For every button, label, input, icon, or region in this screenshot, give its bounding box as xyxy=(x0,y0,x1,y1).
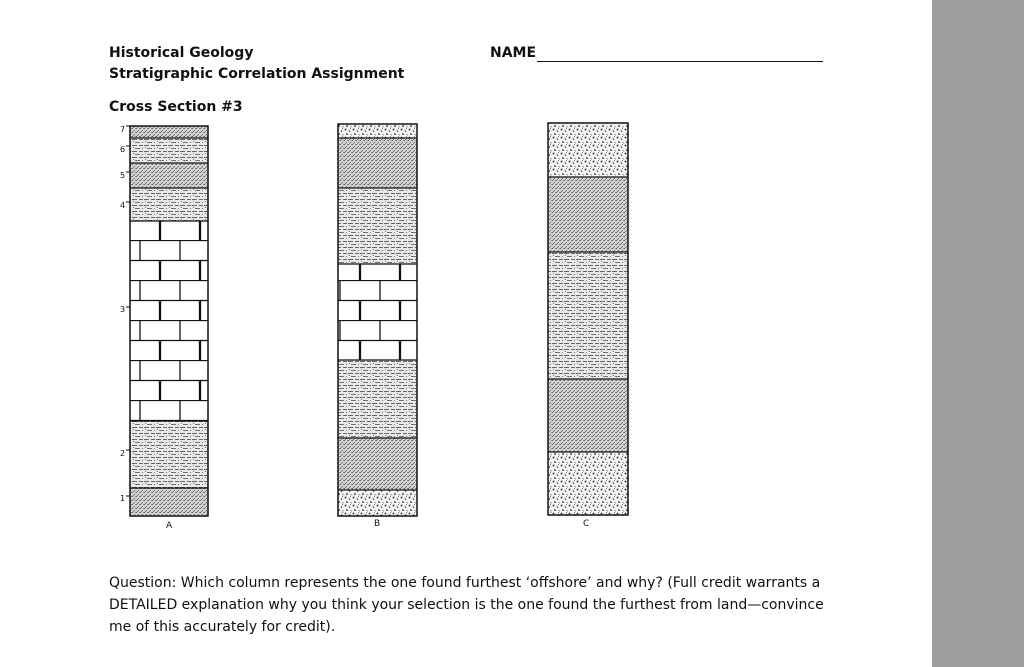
column-a-layer-shale xyxy=(130,163,208,188)
viewer-gutter xyxy=(932,0,1024,667)
column-c-layer-shale xyxy=(548,177,628,252)
column-b-layer-siltstone xyxy=(338,188,417,264)
column-a xyxy=(126,126,208,516)
column-c xyxy=(548,123,628,515)
column-a-unit-number: 6 xyxy=(120,145,126,154)
column-b xyxy=(338,124,417,516)
column-a-unit-number: 2 xyxy=(120,449,126,458)
column-a-layer-siltstone xyxy=(130,421,208,488)
column-b-layer-siltstone xyxy=(338,360,417,438)
column-a-layer-limestone xyxy=(130,221,208,421)
column-b-label: B xyxy=(374,519,381,529)
column-b-layer-limestone xyxy=(338,264,417,360)
assignment-title: Stratigraphic Correlation Assignment xyxy=(109,66,405,82)
column-c-layer-sandstone xyxy=(548,452,628,515)
column-a-unit-number: 3 xyxy=(120,305,126,314)
column-c-label: C xyxy=(583,519,590,529)
column-a-unit-number: 5 xyxy=(120,171,126,180)
column-a-unit-number: 4 xyxy=(120,201,126,210)
column-b-layer-shale xyxy=(338,438,417,490)
column-c-layer-siltstone xyxy=(548,252,628,379)
column-b-layer-shale xyxy=(338,138,417,188)
column-a-layer-shale xyxy=(130,488,208,516)
column-c-layer-shale xyxy=(548,379,628,452)
column-b-layer-sandstone xyxy=(338,490,417,516)
column-a-layer-siltstone xyxy=(130,138,208,163)
column-b-layer-sandstone xyxy=(338,124,417,138)
question-text: Question: Which column represents the one found furthest ‘offshore’ and why? (Full credit warrants a DETAILED explanation why you think your selection is the one found the furthest from land—convince me of this accurately for credit). xyxy=(109,575,824,635)
column-c-layer-sandstone xyxy=(548,123,628,177)
column-a-unit-number: 7 xyxy=(120,125,126,134)
column-a-label: A xyxy=(166,521,173,531)
column-a-layer-siltstone xyxy=(130,188,208,221)
name-label: NAME xyxy=(490,45,537,61)
course-title: Historical Geology xyxy=(109,45,254,61)
column-a-unit-number: 1 xyxy=(120,494,126,503)
column-a-layer-shale xyxy=(130,126,208,138)
cross-section-title: Cross Section #3 xyxy=(109,99,243,115)
